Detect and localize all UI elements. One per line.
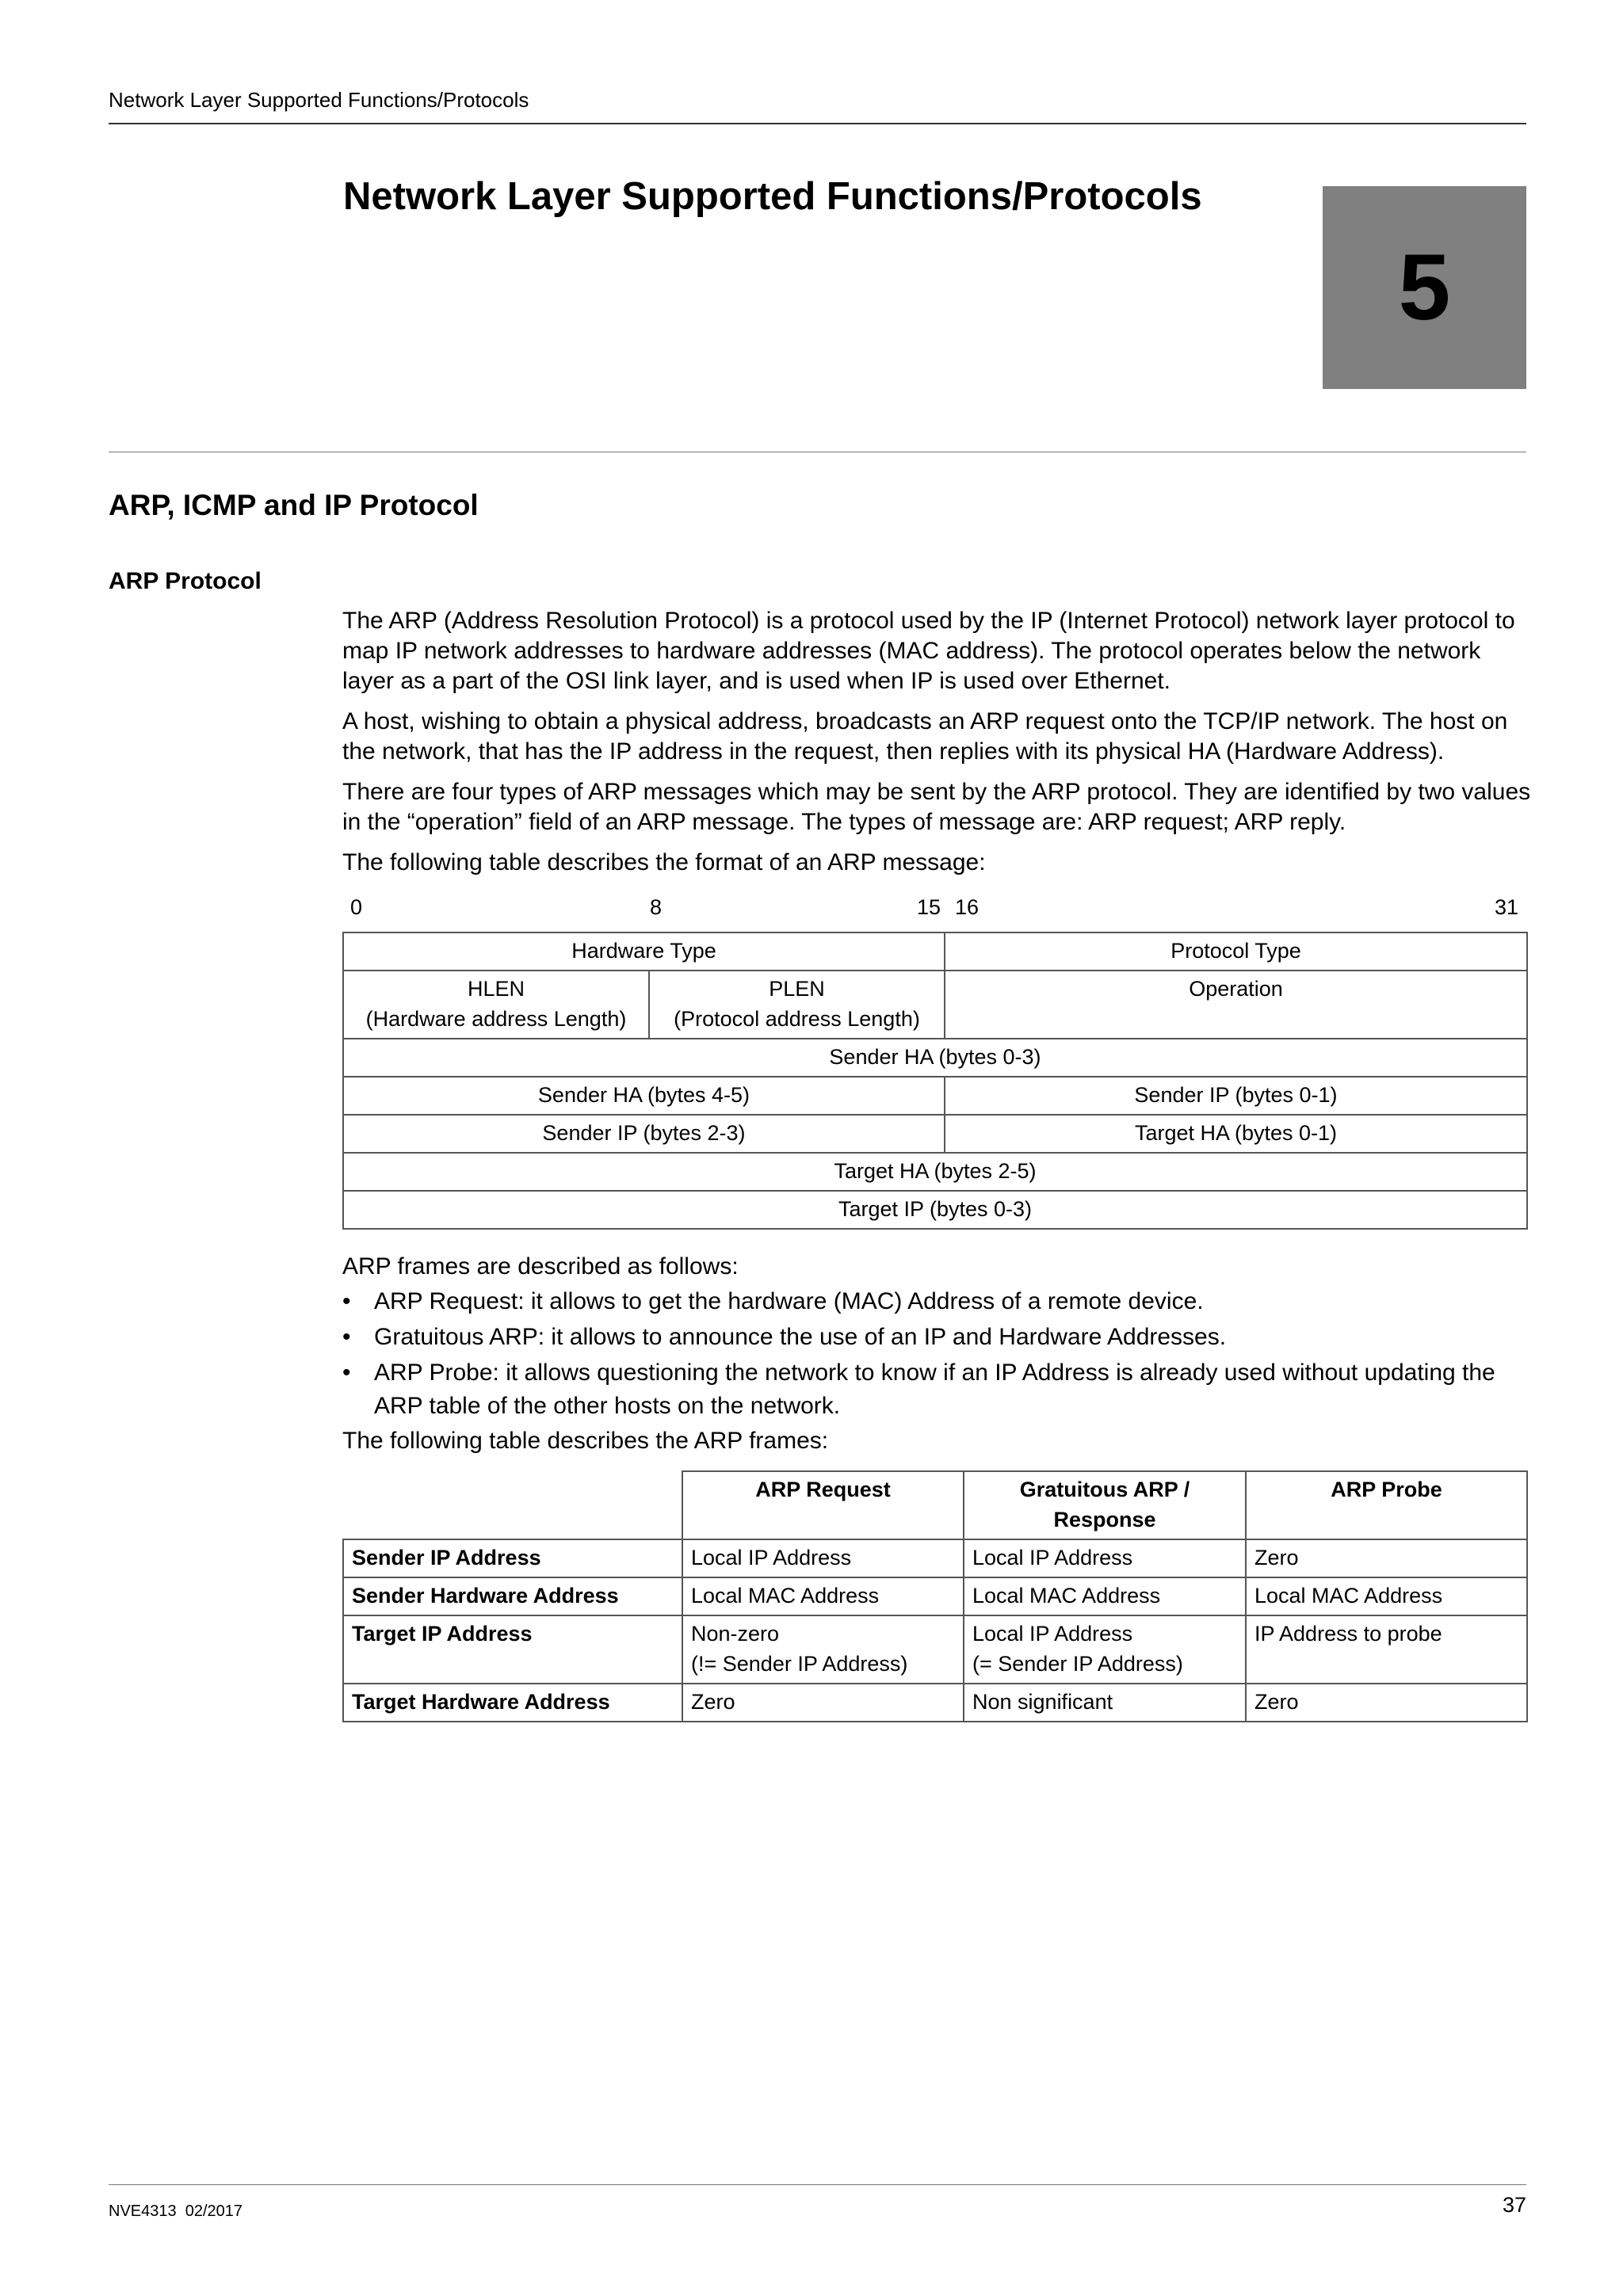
- bit-label-0: 0: [350, 895, 363, 919]
- sender-ha-0-3-cell: Sender HA (bytes 0-3): [343, 1039, 1527, 1077]
- column-header: ARP Request: [682, 1471, 964, 1539]
- paragraph-format-intro: The following table describes the format of an ARP message:: [342, 849, 986, 875]
- header-rule: [109, 123, 1526, 124]
- bullet-icon: •: [342, 1288, 351, 1314]
- column-header: Gratuitous ARP / Response: [964, 1471, 1246, 1539]
- row-header: Target IP Address: [343, 1615, 682, 1684]
- sender-ip-0-1-cell: Sender IP (bytes 0-1): [945, 1077, 1527, 1115]
- bit-label-31: 31: [1495, 895, 1519, 919]
- table-cell: Local IP Address: [682, 1539, 964, 1577]
- table-cell: Local IP Address (= Sender IP Address): [964, 1615, 1246, 1684]
- table-row: [343, 1115, 1527, 1153]
- table-row: [343, 1153, 1527, 1191]
- bit-label-8: 8: [650, 895, 663, 919]
- sender-ip-2-3-cell: Sender IP (bytes 2-3): [343, 1115, 945, 1153]
- bullet-icon: •: [342, 1324, 351, 1350]
- sender-ha-4-5-cell: Sender HA (bytes 4-5): [343, 1077, 945, 1115]
- table-row: [343, 971, 1527, 1039]
- hardware-type-cell: Hardware Type: [343, 933, 945, 971]
- bit-label-15: 15: [917, 895, 941, 919]
- list-item: • ARP Probe: it allows questioning the network to know if an IP Address is already used without updating the ARP table of the other hosts on the network.: [342, 1356, 1531, 1423]
- row-header: Target Hardware Address: [343, 1684, 682, 1722]
- table-row: [343, 1039, 1527, 1077]
- row-header: Sender Hardware Address: [343, 1577, 682, 1615]
- table-row: [343, 1577, 1527, 1615]
- bullet-icon: •: [342, 1360, 351, 1386]
- section-title: ARP, ICMP and IP Protocol: [109, 489, 479, 521]
- row-header: Sender IP Address: [343, 1539, 682, 1577]
- table-cell: Local MAC Address: [1246, 1577, 1527, 1615]
- table-row: [343, 1684, 1527, 1722]
- table-row: [343, 1191, 1527, 1229]
- frames-intro: ARP frames are described as follows:: [342, 1253, 739, 1280]
- table-cell: Local MAC Address: [682, 1577, 964, 1615]
- table-corner: [343, 1471, 682, 1539]
- table-header-row: [343, 1471, 1527, 1539]
- running-header: Network Layer Supported Functions/Protocols: [109, 88, 529, 112]
- bit-position-row: [342, 895, 1526, 924]
- table-cell: Zero: [682, 1684, 964, 1722]
- column-header: ARP Probe: [1246, 1471, 1527, 1539]
- arp-frames-list: [342, 1250, 1531, 1425]
- chapter-title: Network Layer Supported Functions/Protocols: [343, 175, 1202, 218]
- paragraph-frames-table-intro: The following table describes the ARP frames:: [342, 1428, 829, 1454]
- arp-frames-table: [342, 1470, 1528, 1722]
- paragraph-arp-broadcast: A host, wishing to obtain a physical address, broadcasts an ARP request onto the TCP/IP network. The host on the network, that has the IP address in the request, then replies with its physical HA (Hardware Address).: [342, 708, 1508, 765]
- subsection-title: ARP Protocol: [109, 568, 262, 594]
- table-row: [343, 933, 1527, 971]
- target-ip-0-3-cell: Target IP (bytes 0-3): [343, 1191, 1527, 1229]
- plen-label: PLEN: [769, 977, 825, 1001]
- plen-description: (Protocol address Length): [674, 1007, 920, 1031]
- hlen-label: HLEN: [467, 977, 525, 1001]
- protocol-type-cell: Protocol Type: [945, 933, 1527, 971]
- table-row: [343, 1077, 1527, 1115]
- bit-label-16: 16: [955, 895, 980, 919]
- table-row: [343, 1539, 1527, 1577]
- paragraph-arp-types: There are four types of ARP messages which may be sent by the ARP protocol. They are identified by two values in the “operation” field of an ARP message. The types of message are: ARP request; ARP reply.: [342, 779, 1531, 835]
- chapter-number-box: [1323, 186, 1526, 389]
- target-ha-2-5-cell: Target HA (bytes 2-5): [343, 1153, 1527, 1191]
- table-row: [343, 1615, 1527, 1684]
- chapter-number: 5: [1398, 235, 1451, 340]
- table-cell: Non significant: [964, 1684, 1246, 1722]
- table-cell: Zero: [1246, 1684, 1527, 1722]
- list-item: • Gratuitous ARP: it allows to announce the use of an IP and Hardware Addresses.: [342, 1321, 1531, 1354]
- hlen-description: (Hardware address Length): [365, 1007, 627, 1031]
- operation-cell: Operation: [945, 971, 1527, 1039]
- table-cell: Local IP Address: [964, 1539, 1246, 1577]
- table-cell: Local MAC Address: [964, 1577, 1246, 1615]
- table-cell: Non-zero (!= Sender IP Address): [682, 1615, 964, 1684]
- footer-rule: [109, 2184, 1526, 2185]
- table-cell: Zero: [1246, 1539, 1527, 1577]
- plen-cell: [649, 971, 945, 1039]
- footer-doc-ref: NVE4313 02/2017: [109, 2203, 243, 2220]
- hlen-cell: [343, 971, 649, 1039]
- page-number: 37: [1502, 2193, 1526, 2217]
- target-ha-0-1-cell: Target HA (bytes 0-1): [945, 1115, 1527, 1153]
- paragraph-arp-intro: The ARP (Address Resolution Protocol) is a protocol used by the IP (Internet Protocol) network layer protocol to map IP network addresses to hardware addresses (MAC address). The protocol operates below the network layer as a part of the OSI link layer, and is used when IP is used over Ethernet.: [342, 608, 1515, 694]
- table-cell: IP Address to probe: [1246, 1615, 1527, 1684]
- list-item: • ARP Request: it allows to get the hardware (MAC) Address of a remote device.: [342, 1285, 1531, 1318]
- arp-message-format-table: [342, 932, 1528, 1230]
